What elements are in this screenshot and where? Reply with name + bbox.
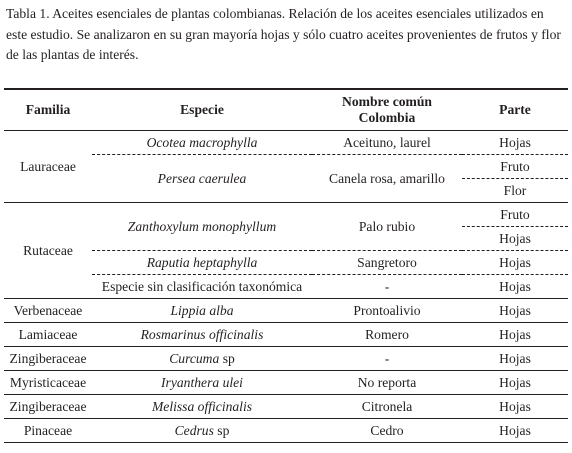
- table-row: [4, 323, 568, 347]
- parte-cell: Hojas: [462, 131, 568, 155]
- parte-cell: Hojas: [462, 395, 568, 419]
- familia-cell: Rutaceae: [4, 203, 92, 299]
- especie-cell: Lippia alba: [92, 299, 312, 323]
- parte-cell: Fruto: [462, 203, 568, 227]
- parte-cell: Hojas: [462, 299, 568, 323]
- nombre-cell: Aceituno, laurel: [312, 131, 462, 155]
- especie-cell: Melissa officinalis: [92, 395, 312, 419]
- header-familia: Familia: [4, 89, 92, 131]
- especie-cell: [92, 347, 312, 371]
- especie-genus: Cedrus: [174, 422, 214, 438]
- parte-cell: Hojas: [462, 275, 568, 299]
- table-row: [4, 395, 568, 419]
- table-row: [4, 131, 568, 155]
- parte-cell: Hojas: [462, 347, 568, 371]
- table-row: [4, 299, 568, 323]
- nombre-cell: Canela rosa, amarillo: [312, 155, 462, 203]
- especie-cell: [92, 419, 312, 443]
- parte-cell: Hojas: [462, 419, 568, 443]
- especie-genus: Curcuma: [169, 350, 220, 366]
- especie-cell: Ocotea macrophyllа: [92, 131, 312, 155]
- familia-cell: Myristicaceae: [4, 371, 92, 395]
- familia-cell: Verbenaceae: [4, 299, 92, 323]
- nombre-cell: Citronela: [312, 395, 462, 419]
- nombre-cell: No reporta: [312, 371, 462, 395]
- familia-cell: Lauraceae: [4, 131, 92, 203]
- table-row: [4, 371, 568, 395]
- header-parte: Parte: [462, 89, 568, 131]
- parte-cell: Hojas: [462, 371, 568, 395]
- table-row: [4, 203, 568, 227]
- nombre-cell: -: [312, 347, 462, 371]
- nombre-cell: -: [312, 275, 462, 299]
- header-nombre-comun: [312, 89, 462, 131]
- header-nombre-line1: Nombre común: [342, 94, 432, 109]
- nombre-cell: Romero: [312, 323, 462, 347]
- parte-cell: Flor: [462, 179, 568, 203]
- essential-oils-table: [4, 88, 568, 443]
- nombre-cell: Prontoalivio: [312, 299, 462, 323]
- familia-cell: Lamiaceae: [4, 323, 92, 347]
- especie-cell: Persea caerulea: [92, 155, 312, 203]
- especie-cell: Raputia heptaphylla: [92, 251, 312, 275]
- parte-cell: Hojas: [462, 323, 568, 347]
- especie-cell: Rosmarinus officinalis: [92, 323, 312, 347]
- table-row: [4, 347, 568, 371]
- nombre-cell: Cedro: [312, 419, 462, 443]
- familia-cell: Zingiberaceae: [4, 347, 92, 371]
- especie-cell: Iryanthera ulei: [92, 371, 312, 395]
- header-nombre-line2: Colombia: [358, 110, 416, 125]
- nombre-cell: Sangretoro: [312, 251, 462, 275]
- table-header: [4, 89, 568, 131]
- parte-cell: Hojas: [462, 227, 568, 251]
- especie-cell: Especie sin clasificación taxonómica: [92, 275, 312, 299]
- especie-suffix: sp: [219, 350, 235, 366]
- nombre-cell: Palo rubio: [312, 203, 462, 251]
- table-row: [4, 419, 568, 443]
- parte-cell: Fruto: [462, 155, 568, 179]
- familia-cell: Zingiberaceae: [4, 395, 92, 419]
- especie-cell: Zanthoxylum monophyllum: [92, 203, 312, 251]
- header-especie: Especie: [92, 89, 312, 131]
- table-caption: Tabla 1. Aceites esenciales de plantas colombianas. Relación de los aceites esenciales utilizados en este estudio. Se analizaron en su gran mayoría hojas y sólo cuatro aceites provenientes de frutos y flor de las plantas de interés.: [6, 6, 561, 62]
- parte-cell: Hojas: [462, 251, 568, 275]
- especie-suffix: sp: [213, 422, 230, 438]
- familia-cell: Pinaceae: [4, 419, 92, 443]
